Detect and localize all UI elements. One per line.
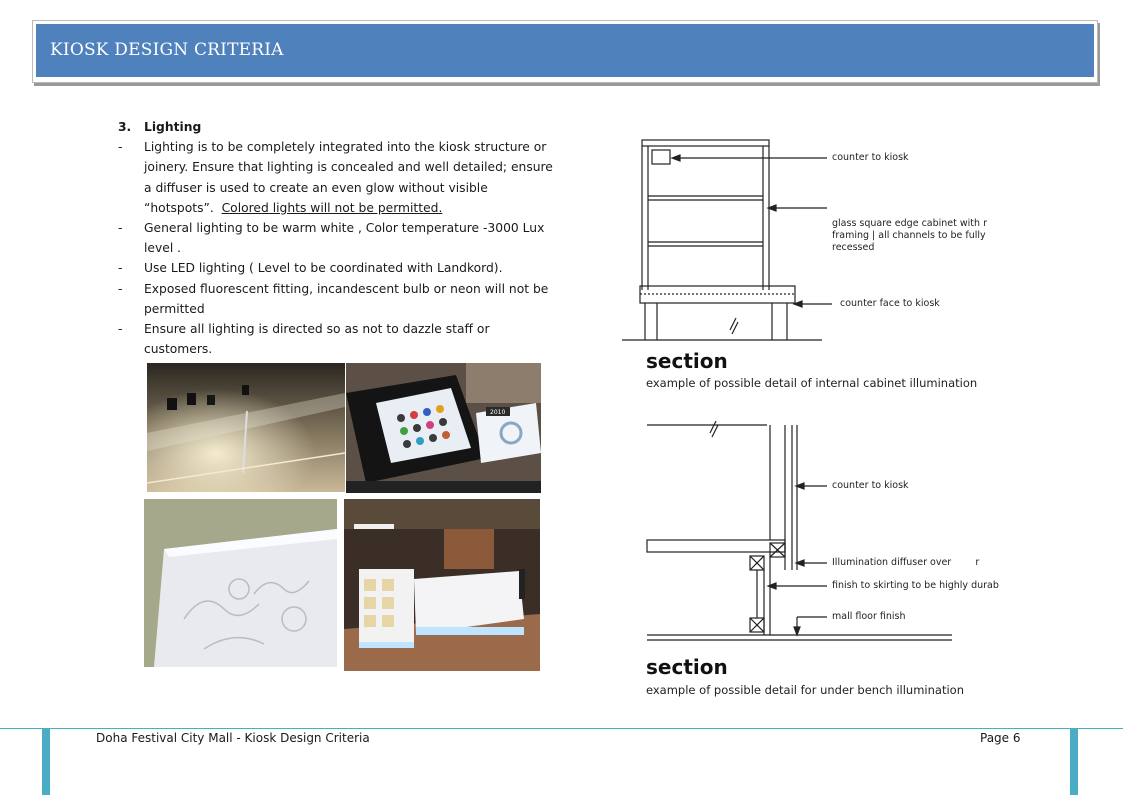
callout-counter-to-kiosk: counter to kiosk	[832, 152, 909, 163]
header-frame	[32, 20, 1098, 83]
list-item: - Ensure all lighting is directed so as not to dazzle staff or customers.	[118, 319, 558, 359]
photo-kiosk-in-mall	[344, 499, 540, 671]
callout-illumination-diffuser: Illumination diffuser over r	[832, 557, 980, 568]
photo-watch-display	[346, 363, 541, 493]
section-number: 3.	[118, 120, 132, 134]
list-item: - Lighting is to be completely integrated into the kiosk structure or joinery. Ensure that lighting is concealed and well detailed; ensure a diffuser is used to create an even glow without visible “hotspots”. Colored lights will not be permitted.	[118, 140, 553, 215]
page-title: KIOSK DESIGN CRITERIA	[36, 24, 1094, 77]
callout-counter-to-kiosk-2: counter to kiosk	[832, 480, 909, 491]
footer-accent-left	[42, 729, 50, 795]
list-item: - Exposed fluorescent fitting, incandescent bulb or neon will not be permitted	[118, 279, 558, 319]
display-label: 2010	[490, 409, 506, 416]
footer-accent-right	[1070, 729, 1078, 795]
bullet-text: Use LED lighting ( Level to be coordinated with Landkord).	[144, 261, 503, 276]
section-title: Lighting	[144, 120, 202, 134]
footer-page-number: Page 6	[980, 731, 1021, 745]
section-1-title: section	[646, 349, 728, 373]
section-2-caption: example of possible detail for under bench illumination	[646, 683, 964, 697]
callout-glass-cabinet: glass square edge cabinet with r framing | all channels to be fully recessed	[832, 218, 987, 253]
bullet-text: Exposed fluorescent fitting, incandescent bulb or neon will not be permitted	[144, 281, 549, 316]
bullet-text: General lighting to be warm white , Color temperature -3000 Lux level .	[144, 221, 545, 256]
callout-mall-floor: mall floor finish	[832, 611, 906, 622]
photo-glass-cabinet	[147, 363, 345, 492]
footer-divider	[0, 728, 1123, 729]
bullet-text: Ensure all lighting is directed so as not to dazzle staff or customers.	[144, 322, 490, 357]
section-1-caption: example of possible detail of internal cabinet illumination	[646, 376, 978, 390]
list-item: - Use LED lighting ( Level to be coordinated with Landkord).	[118, 258, 558, 278]
photo-backlit-panel	[144, 499, 337, 667]
footer-document-title: Doha Festival City Mall - Kiosk Design Criteria	[96, 731, 370, 745]
bullet-text: Lighting is to be completely integrated into the kiosk structure or joinery. Ensure that lighting is concealed and well detailed; ensure a diffuser is used to create an even glow without visible “hotspots”.	[144, 140, 553, 215]
bullet-underlined-text: Colored lights will not be permitted.	[221, 200, 443, 215]
section-heading	[118, 117, 558, 137]
callout-counter-face: counter face to kiosk	[840, 298, 940, 309]
section-2-title: section	[646, 655, 728, 679]
lighting-section	[118, 117, 558, 359]
callout-skirting-finish: finish to skirting to be highly durab	[832, 580, 999, 591]
section-drawings	[622, 130, 1002, 710]
list-item: - General lighting to be warm white , Color temperature -3000 Lux level .	[118, 218, 558, 258]
